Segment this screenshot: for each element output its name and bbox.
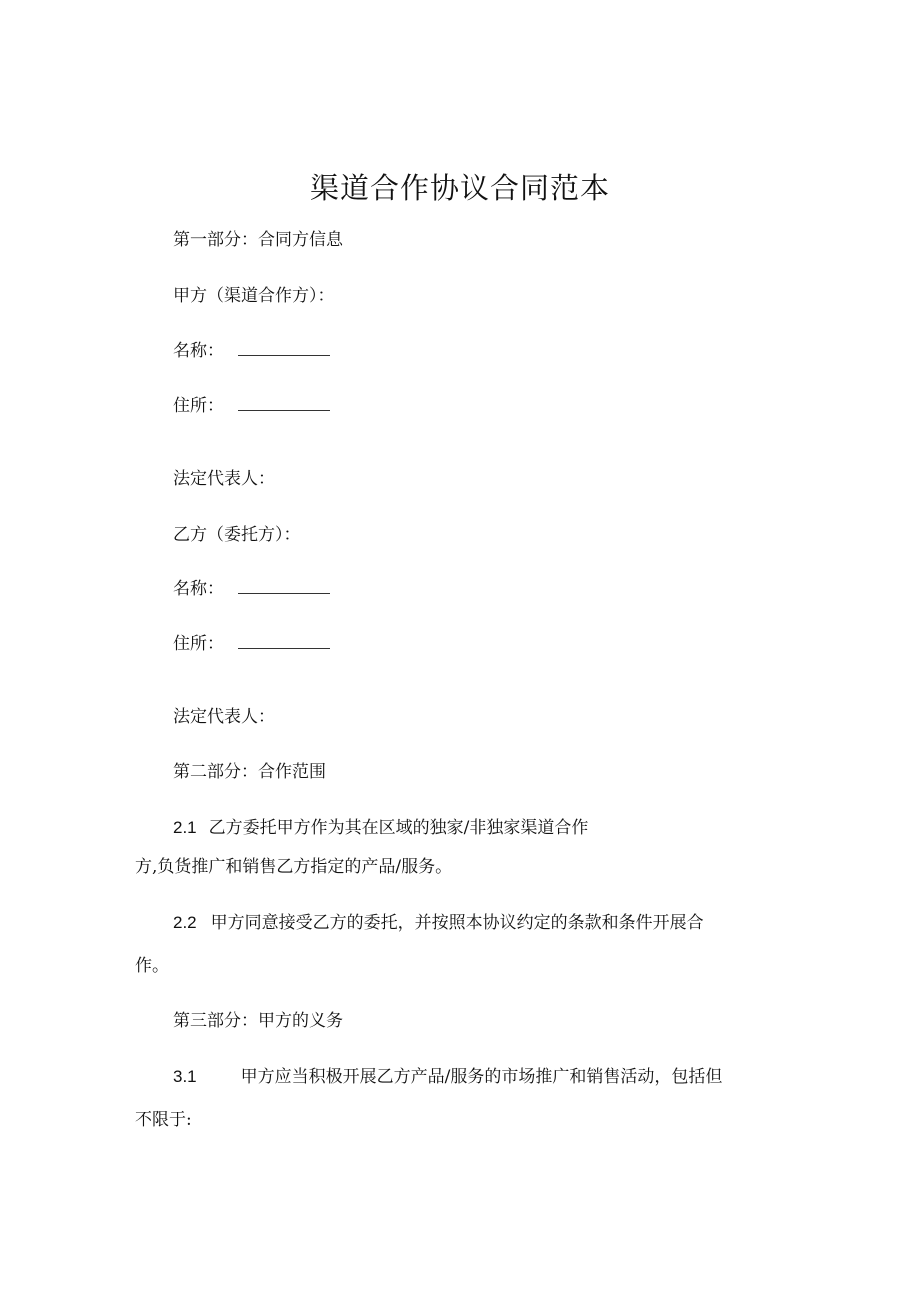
clause-2-1-number: 2.1 bbox=[173, 818, 197, 837]
part2-heading: 第二部分：合作范围 bbox=[173, 762, 326, 782]
clause-2-1-line1 bbox=[173, 817, 588, 839]
party-b-name-label: 名称： bbox=[173, 579, 224, 599]
party-a-address-label: 住所： bbox=[173, 396, 224, 416]
part1-heading: 第一部分：合同方信息 bbox=[173, 230, 343, 250]
party-a-name-blank bbox=[238, 341, 330, 356]
party-a-name-row bbox=[173, 340, 330, 362]
clause-3-1-line1 bbox=[173, 1066, 722, 1088]
party-b-address-blank bbox=[238, 634, 330, 649]
part3-heading: 第三部分：甲方的义务 bbox=[173, 1011, 343, 1031]
party-a-name-label: 名称： bbox=[173, 341, 224, 361]
clause-2-2-text1: 甲方同意接受乙方的委托，并按照本协议约定的条款和条件开展合 bbox=[210, 913, 704, 933]
clause-3-1-number: 3.1 bbox=[173, 1067, 197, 1086]
party-b-name-blank bbox=[238, 579, 330, 594]
clause-2-1-text1: 乙方委托甲方作为其在区域的独家/非独家渠道合作 bbox=[208, 818, 589, 838]
party-a-address-blank bbox=[238, 396, 330, 411]
clause-2-2-number: 2.2 bbox=[173, 913, 197, 932]
party-b-label: 乙方（委托方）： bbox=[173, 525, 301, 545]
clause-2-1-line2: 方,负货推广和销售乙方指定的产品/服务。 bbox=[135, 857, 453, 877]
party-a-label: 甲方（渠道合作方）： bbox=[173, 286, 335, 306]
clause-3-1-line2: 不限于: bbox=[135, 1110, 192, 1130]
party-b-name-row bbox=[173, 578, 330, 600]
clause-2-2-line2: 作。 bbox=[135, 956, 169, 976]
party-a-address-row bbox=[173, 395, 330, 417]
party-b-address-row bbox=[173, 633, 330, 655]
party-b-address-label: 住所： bbox=[173, 634, 224, 654]
clause-3-1-text1: 甲方应当积极开展乙方产品/服务的市场推广和销售活动，包括但 bbox=[240, 1067, 723, 1087]
document-title: 渠道合作协议合同范本 bbox=[309, 171, 610, 205]
party-a-rep-label: 法定代表人： bbox=[173, 469, 275, 489]
clause-2-2-line1 bbox=[173, 912, 704, 934]
party-b-rep-label: 法定代表人： bbox=[173, 707, 275, 727]
